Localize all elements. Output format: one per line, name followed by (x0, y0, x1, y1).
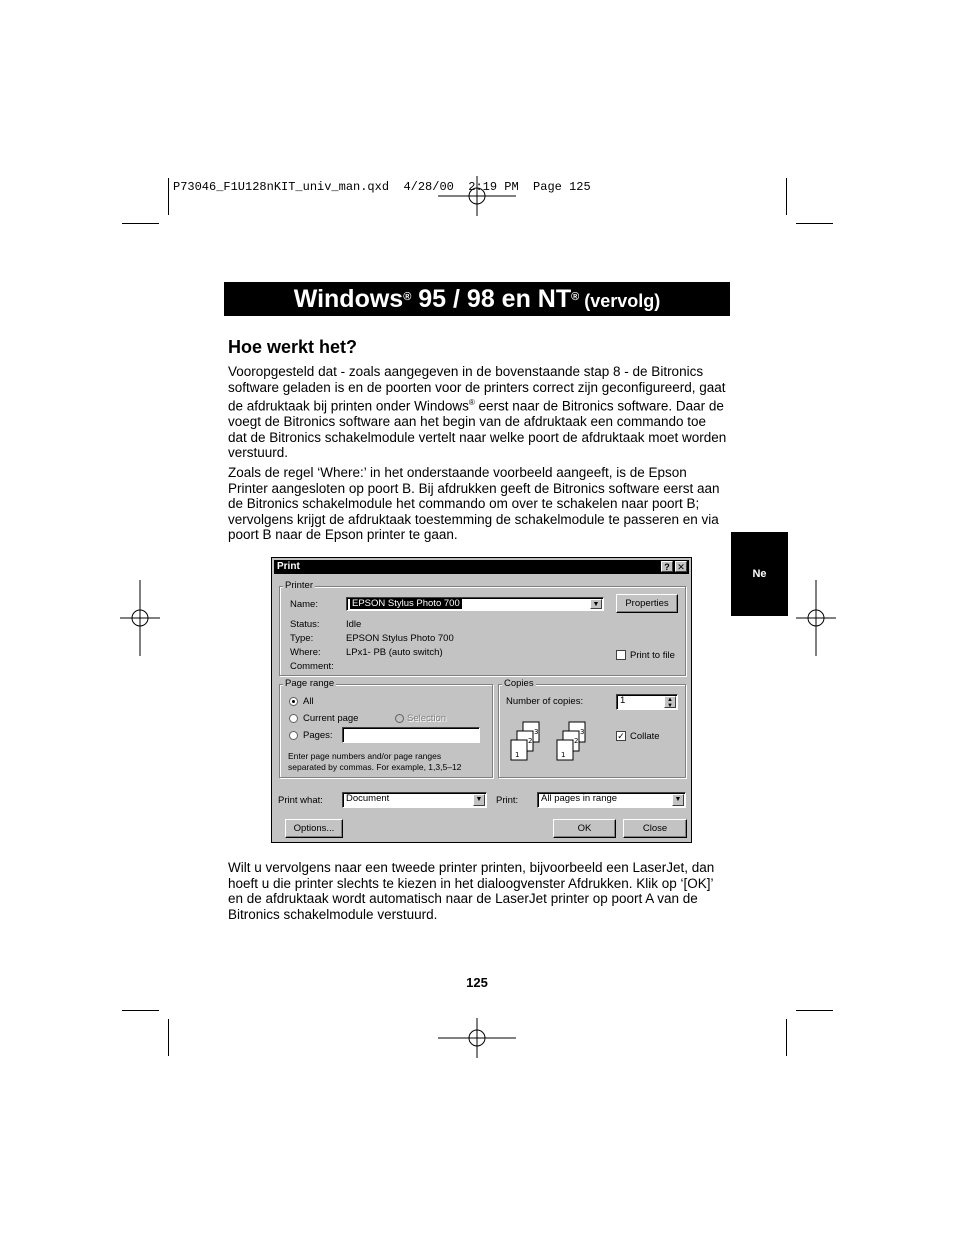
chevron-down-icon[interactable]: ▼ (672, 794, 684, 806)
collate-checkbox[interactable]: ✓ (617, 731, 625, 741)
options-button[interactable]: Options... (285, 819, 343, 838)
printer-group-label: Printer (285, 580, 313, 591)
crop-mark (122, 1010, 159, 1011)
pages-hint-line-2: separated by commas. For example, 1,3,5–12 (288, 762, 462, 772)
page-range-label: Page range (285, 678, 335, 689)
collate-page-number: 1 (561, 751, 566, 759)
print-label: Print: (496, 795, 519, 806)
type-label: Type: (290, 633, 314, 644)
type-value: EPSON Stylus Photo 700 (346, 633, 454, 644)
copies-group (498, 678, 686, 778)
pages-radio[interactable] (289, 731, 298, 740)
selection-label: Selection (407, 713, 447, 724)
paragraph-3: Wilt u vervolgens naar een tweede printer printen, bijvoorbeeld een LaserJet, dan hoeft u die printer slechts te kiezen in het dialoogvenster Afdrukken. Klik op ‘[OK]’ en de afdruktaak wordt automatisch naar de LaserJet printer op poort A van de Bitronics schakelmodule verstuurd. (228, 860, 715, 922)
current-page-radio[interactable] (289, 714, 298, 723)
properties-button[interactable]: Properties (616, 594, 678, 613)
where-value: LPx1- PB (auto switch) (346, 647, 443, 658)
paragraph-1: Vooropgesteld dat - zoals aangegeven in de bovenstaande stap 8 - de Bitronics software geladen is en de poorten voor de printers correct zijn geconfigureerd, gaat de afdruktaak bij printen onder Windows® eerst naar de Bitronics software. Daar de voegt de Bitronics software aan het begin van de afdruktaak een commando toe dat de Bitronics schakelmodule vertelt naar welke poort de afdruktaak moet worden verstuurd. (228, 364, 727, 461)
crop-mark (796, 1010, 833, 1011)
crop-mark (796, 223, 833, 224)
dialog-title: Print (277, 561, 300, 572)
all-label: All (303, 696, 314, 707)
copies-group-label: Copies (504, 678, 534, 689)
copies-label: Number of copies: (506, 696, 584, 707)
name-label: Name: (290, 599, 318, 610)
registration-mark-top (438, 176, 516, 216)
pages-label: Pages: (303, 730, 333, 741)
file-slug: P73046_F1U128nKIT_univ_man.qxd 4/28/00 2:19 PM Page 125 (173, 180, 591, 194)
crop-mark (168, 1019, 169, 1056)
pages-hint-line-1: Enter page numbers and/or page ranges (288, 751, 442, 761)
section-title: Windows® 95 / 98 en NT® (vervolg) (224, 282, 730, 316)
registration-mark-bottom (438, 1018, 516, 1058)
ok-button[interactable]: OK (553, 819, 616, 838)
collate-label: Collate (630, 731, 660, 742)
page-range-group (279, 678, 493, 778)
current-page-label: Current page (303, 713, 359, 724)
crop-mark (168, 178, 169, 215)
collate-page-number: 1 (515, 751, 520, 759)
close-button[interactable]: Close (623, 819, 687, 838)
print-to-file-checkbox[interactable] (616, 650, 626, 660)
close-icon[interactable]: ✕ (675, 561, 687, 572)
registration-mark-left (120, 580, 160, 656)
help-icon[interactable]: ? (661, 561, 673, 572)
status-label: Status: (290, 619, 320, 630)
copies-spinner[interactable]: 1 ▲ ▼ (616, 694, 678, 710)
chevron-down-icon[interactable]: ▼ (473, 794, 485, 806)
print-what-select[interactable]: Document ▼ (342, 792, 487, 808)
pages-input[interactable] (342, 727, 480, 743)
collate-page-number: 3 (534, 728, 539, 736)
crop-mark (786, 1019, 787, 1056)
selection-radio (395, 714, 404, 723)
chevron-down-icon[interactable]: ▼ (590, 599, 602, 609)
collate-page-number: 3 (580, 728, 585, 736)
dialog-titlebar (274, 560, 689, 574)
print-dialog (271, 557, 692, 843)
crop-mark (122, 223, 159, 224)
language-tab: Ne (731, 532, 788, 616)
where-label: Where: (290, 647, 321, 658)
comment-label: Comment: (290, 661, 334, 672)
all-radio[interactable] (289, 697, 298, 706)
collate-page-number: 2 (528, 737, 533, 745)
printer-name-select[interactable]: EPSON Stylus Photo 700 ▼ (346, 597, 604, 611)
page-number: 125 (466, 975, 488, 990)
printer-group (279, 580, 686, 676)
print-to-file-label: Print to file (630, 650, 675, 661)
spinner-arrows-icon[interactable]: ▲ ▼ (664, 696, 676, 708)
registration-mark-right (796, 580, 836, 656)
paragraph-2: Zoals de regel ‘Where:’ in het onderstaande voorbeeld aangeeft, is de Epson Printer aangesloten op poort B. Bij afdrukken geeft de Bitronics software eerst aan de Bitronics schakelmodule het commando om over te schakelen naar poort B; vervolgens krijgt de afdruktaak toestemming de schakelmodule te passeren en via poort B naar de Epson printer te gaan. (228, 465, 720, 543)
crop-mark (786, 178, 787, 215)
collate-page-number: 2 (574, 737, 579, 745)
section-heading: Hoe werkt het? (228, 337, 358, 357)
print-select[interactable]: All pages in range ▼ (537, 792, 686, 808)
print-what-label: Print what: (278, 795, 323, 806)
status-value: Idle (346, 619, 362, 630)
collate-illustration-icon (507, 721, 597, 771)
